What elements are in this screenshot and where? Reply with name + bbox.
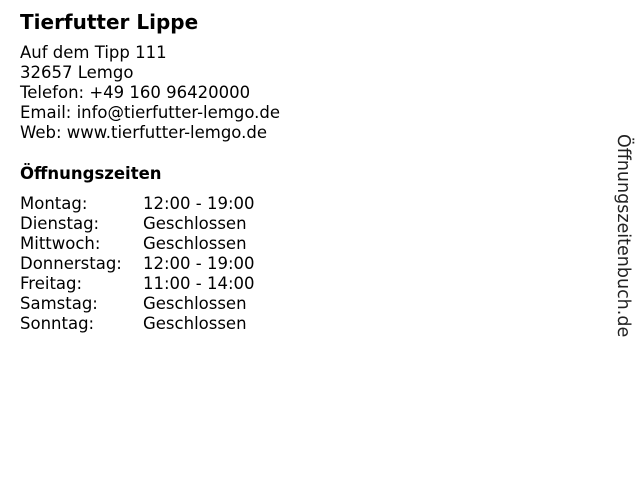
phone-number: Telefon: +49 160 96420000: [20, 83, 251, 102]
postal-city: 32657 Lemgo: [20, 63, 134, 82]
weekday-label: Donnerstag:: [20, 254, 122, 273]
hours-row-friday: [20, 274, 255, 294]
hours-value: Geschlossen: [143, 314, 247, 333]
address-block: [20, 43, 280, 143]
weekday-label: Dienstag:: [20, 214, 100, 233]
hours-value: 11:00 - 14:00: [143, 274, 255, 293]
weekday-label: Freitag:: [20, 274, 83, 293]
hours-row-saturday: [20, 294, 255, 314]
hours-value: Geschlossen: [143, 214, 247, 233]
hours-row-tuesday: [20, 214, 255, 234]
hours-row-monday: [20, 194, 255, 214]
weekday-label: Mittwoch:: [20, 234, 101, 253]
hours-row-wednesday: [20, 234, 255, 254]
weekday-label: Samstag:: [20, 294, 98, 313]
opening-hours-table: [20, 194, 255, 334]
weekday-label: Montag:: [20, 194, 88, 213]
hours-row-sunday: [20, 314, 255, 334]
hours-row-thursday: [20, 254, 255, 274]
opening-hours-heading: Öffnungszeiten: [20, 164, 162, 183]
weekday-label: Sonntag:: [20, 314, 95, 333]
brand-watermark: Öffnungszeitenbuch.de: [613, 134, 633, 338]
street-address: Auf dem Tipp 111: [20, 43, 167, 62]
website-address: Web: www.tierfutter-lemgo.de: [20, 123, 267, 142]
hours-value: Geschlossen: [143, 294, 247, 313]
email-address: Email: info@tierfutter-lemgo.de: [20, 103, 281, 122]
hours-value: 12:00 - 19:00: [143, 254, 255, 273]
hours-value: Geschlossen: [143, 234, 247, 253]
business-name: Tierfutter Lippe: [20, 10, 199, 34]
hours-value: 12:00 - 19:00: [143, 194, 255, 213]
